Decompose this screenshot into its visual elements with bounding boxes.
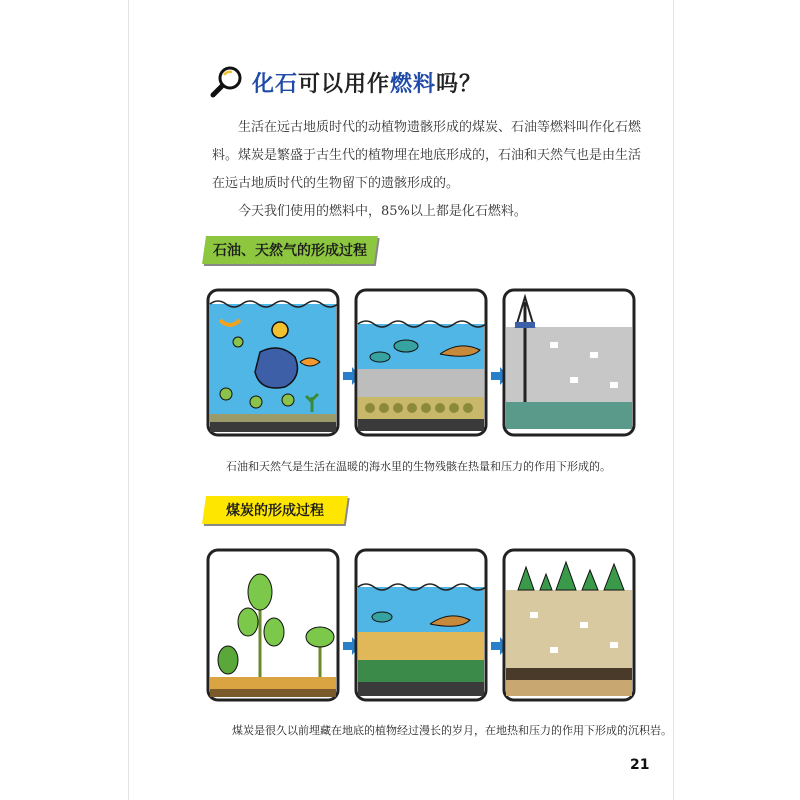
section-tag-oil-gas: [202, 236, 378, 264]
title-part-can-use: 可以用作: [298, 71, 391, 97]
section-tag-coal-label: 煤炭的形成过程: [226, 503, 324, 519]
oil-panel-2: [356, 290, 486, 435]
oil-gas-caption: 石油和天然气是生活在温暖的海水里的生物残骸在热量和压力的作用下形成的。: [226, 460, 611, 473]
oil-gas-formation-illustration: [200, 282, 640, 442]
magnifier-icon: [210, 64, 246, 100]
coal-panel-2: [356, 550, 486, 700]
heading-row: [210, 62, 482, 102]
oil-panel-3: [504, 290, 634, 435]
page-number: 21: [630, 757, 650, 773]
body-text: [212, 114, 652, 226]
title-part-question: 吗？: [436, 71, 483, 97]
title-part-fuel: 燃料: [390, 71, 437, 97]
coal-formation-illustration: [200, 542, 640, 707]
section-tag-oil-gas-label: 石油、天然气的形成过程: [213, 243, 367, 259]
page-title: [252, 67, 482, 98]
coal-panel-1: [208, 550, 338, 700]
section-tag-coal: [202, 496, 348, 524]
title-part-fossil: 化石: [252, 71, 299, 97]
paragraph-2: 今天我们使用的燃料中，85%以上都是化石燃料。: [238, 204, 527, 219]
oil-panel-1: [208, 290, 338, 435]
coal-caption: 煤炭是很久以前埋藏在地底的植物经过漫长的岁月，在地热和压力的作用下形成的沉积岩。: [232, 724, 672, 737]
paragraph-1: 生活在远古地质时代的动植物遗骸形成的煤炭、石油等燃料叫作化石燃料。煤炭是繁盛于古生代的植物埋在地底形成的，石油和天然气也是由生活在远古地质时代的生物留下的遗骸形成的。: [212, 120, 642, 191]
coal-panel-3: [504, 550, 634, 700]
